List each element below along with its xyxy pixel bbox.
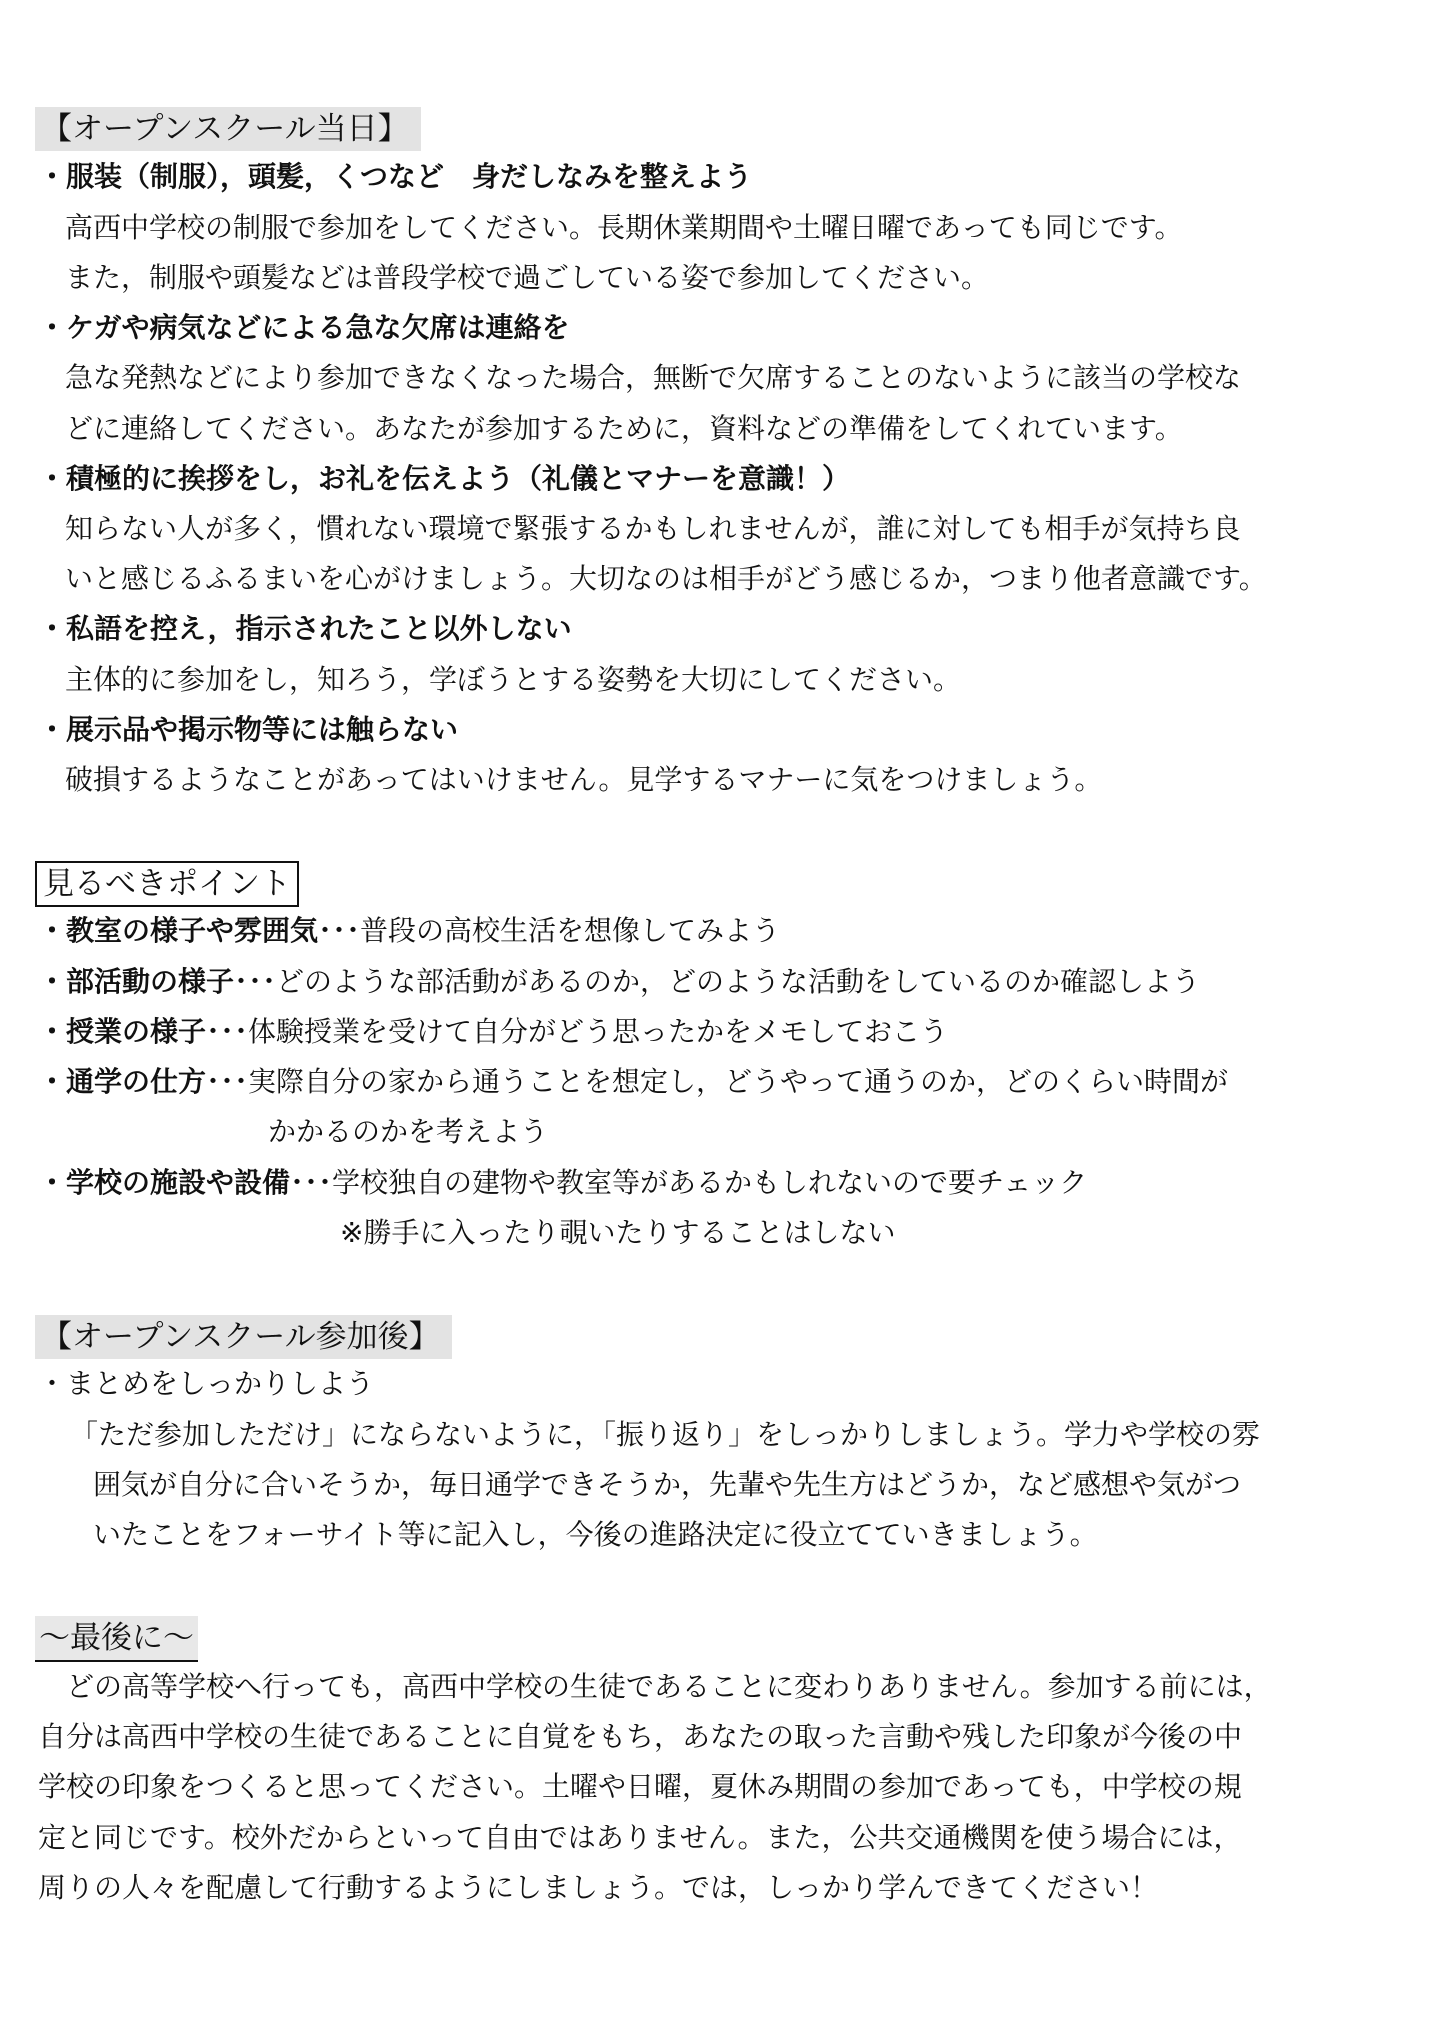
point-separator: ･･･ <box>234 965 277 998</box>
point-separator: ･･･ <box>206 1015 249 1048</box>
item-text: 主体的に参加をし，知ろう，学ぼうとする姿勢を大切にしてください。 <box>65 663 962 696</box>
item-text: 知らない人が多く，慣れない環境で緊張するかもしれませんが，誰に対しても相手が気持ち良 <box>65 512 1241 545</box>
item-heading-dress: ・服装（制服），頭髪，くつなど 身だしなみを整えよう <box>38 160 753 193</box>
point-heading: ・部活動の様子 <box>38 965 235 998</box>
point-text: 学校独自の建物や教室等があるかもしれないので要チェック <box>332 1166 1088 1199</box>
point-item <box>38 1012 948 1052</box>
point-item <box>38 962 1200 1002</box>
closing-text: 定と同じです。校外だからといって自由ではありません。また，公共交通機関を使う場合には， <box>38 1821 1242 1854</box>
point-separator: ･･･ <box>206 1065 249 1098</box>
item-heading-absence: ・ケガや病気などによる急な欠席は連絡を <box>38 311 570 344</box>
item-heading-no-chatter: ・私語を控え，指示されたこと以外しない <box>38 612 572 645</box>
item-heading-greeting: ・積極的に挨拶をし，お礼を伝えよう（礼儀とマナーを意識！） <box>38 462 851 495</box>
item-text: 囲気が自分に合いそうか，毎日通学できそうか，先輩や先生方はどうか，など感想や気がつ <box>93 1468 1242 1501</box>
item-text: どに連絡してください。あなたが参加するために，資料などの準備をしてくれています。 <box>65 412 1183 445</box>
point-separator: ･･･ <box>290 1166 333 1199</box>
point-text: 体験授業を受けて自分がどう思ったかをメモしておこう <box>248 1015 949 1048</box>
item-text: いたことをフォーサイト等に記入し，今後の進路決定に役立てていきましょう。 <box>93 1518 1098 1551</box>
point-text: どのような部活動があるのか，どのような活動をしているのか確認しよう <box>276 965 1201 998</box>
section-title-points: 見るべきポイント <box>35 861 299 907</box>
item-heading-summary: ・まとめをしっかりしよう <box>38 1367 375 1400</box>
closing-text: 自分は高西中学校の生徒であることに自覚をもち，あなたの取った言動や残した印象が今後の中 <box>38 1720 1243 1753</box>
point-separator: ･･･ <box>318 914 361 947</box>
item-text: いと感じるふるまいを心がけましょう。大切なのは相手がどう感じるか，つまり他者意識です。 <box>65 562 1267 595</box>
point-text: 実際自分の家から通うことを想定し，どうやって通うのか，どのくらい時間が <box>248 1065 1229 1098</box>
point-heading: ・学校の施設や設備 <box>38 1166 291 1199</box>
point-heading: ・通学の仕方 <box>38 1065 207 1098</box>
point-text: 普段の高校生活を想像してみよう <box>360 914 781 947</box>
section-title-finally: ～最後に～ <box>35 1616 198 1662</box>
section-title-after-open-school: 【オープンスクール参加後】 <box>35 1315 452 1359</box>
item-text: 破損するようなことがあってはいけません。見学するマナーに気をつけましょう。 <box>65 763 1103 796</box>
point-continuation: かかるのかを考えよう <box>268 1115 549 1148</box>
closing-text: 学校の印象をつくると思ってください。土曜や日曜，夏休み期間の参加であっても，中学校の規 <box>38 1770 1242 1803</box>
point-item <box>38 1062 1228 1102</box>
point-item <box>38 1163 1087 1203</box>
closing-text: どの高等学校へ行っても，高西中学校の生徒であることに変わりありません。参加する前には， <box>38 1670 1272 1703</box>
item-text: 「ただ参加しただけ」にならないように，「振り返り」をしっかりしましょう。学力や学校の雰 <box>70 1418 1261 1451</box>
closing-text: 周りの人々を配慮して行動するようにしましょう。では，しっかり学んできてください！ <box>38 1871 1159 1904</box>
point-heading: ・授業の様子 <box>38 1015 207 1048</box>
section-title-open-school-day: 【オープンスクール当日】 <box>35 107 421 151</box>
point-heading: ・教室の様子や雰囲気 <box>38 914 319 947</box>
point-item <box>38 911 780 951</box>
item-text: 高西中学校の制服で参加をしてください。長期休業期間や土曜日曜であっても同じです。 <box>65 211 1183 244</box>
item-text: 急な発熱などにより参加できなくなった場合，無断で欠席することのないように該当の学校な <box>65 361 1242 394</box>
point-continuation: ※勝手に入ったり覗いたりすることはしない <box>340 1216 896 1249</box>
item-text: また，制服や頭髪などは普段学校で過ごしている姿で参加してください。 <box>65 261 990 294</box>
item-heading-no-touch: ・展示品や掲示物等には触らない <box>38 713 459 746</box>
